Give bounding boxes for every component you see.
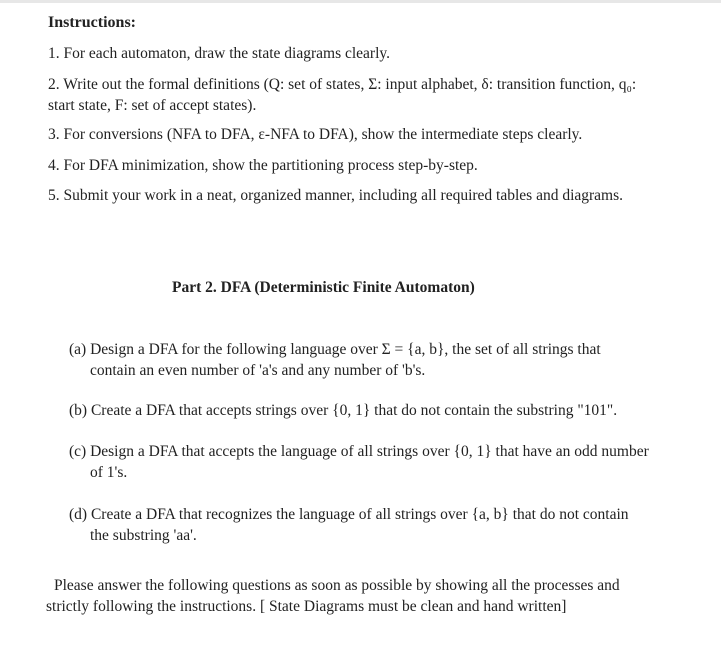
question-d-line-1: (d) Create a DFA that recognizes the language of all strings over {a, b} that do not contain (69, 506, 629, 523)
instruction-item-3: 3. For conversions (NFA to DFA, ε-NFA to DFA), show the intermediate steps clearly. (48, 126, 583, 143)
instruction-item-2-line-2: start state, F: set of accept states). (48, 97, 257, 114)
instruction-item-4: 4. For DFA minimization, show the partitioning process step-by-step. (48, 157, 478, 174)
instructions-heading: Instructions: (48, 14, 137, 31)
question-d-line-2: the substring 'aa'. (90, 527, 197, 544)
question-b: (b) Create a DFA that accepts strings over {0, 1} that do not contain the substring "101". (69, 402, 618, 419)
part-2-heading: Part 2. DFA (Deterministic Finite Automaton) (172, 279, 475, 296)
instruction-item-5: 5. Submit your work in a neat, organized manner, including all required tables and diagrams. (48, 187, 624, 204)
question-c-line-2: of 1's. (90, 464, 128, 481)
closing-note-line-2: strictly following the instructions. [ State Diagrams must be clean and hand written] (46, 598, 567, 615)
question-c-line-1: (c) Design a DFA that accepts the language of all strings over {0, 1} that have an odd number (69, 443, 649, 460)
closing-note-line-1: Please answer the following questions as soon as possible by showing all the processes and (54, 577, 620, 594)
question-a-line-2: contain an even number of 'a's and any number of 'b's. (90, 362, 426, 379)
instruction-item-2-line-1: 2. Write out the formal definitions (Q: set of states, Σ: input alphabet, δ: transition function, q₀: (48, 76, 637, 93)
top-divider (0, 0, 721, 3)
instruction-item-1: 1. For each automaton, draw the state diagrams clearly. (48, 45, 391, 62)
question-a-line-1: (a) Design a DFA for the following language over Σ = {a, b}, the set of all strings that (69, 341, 601, 358)
